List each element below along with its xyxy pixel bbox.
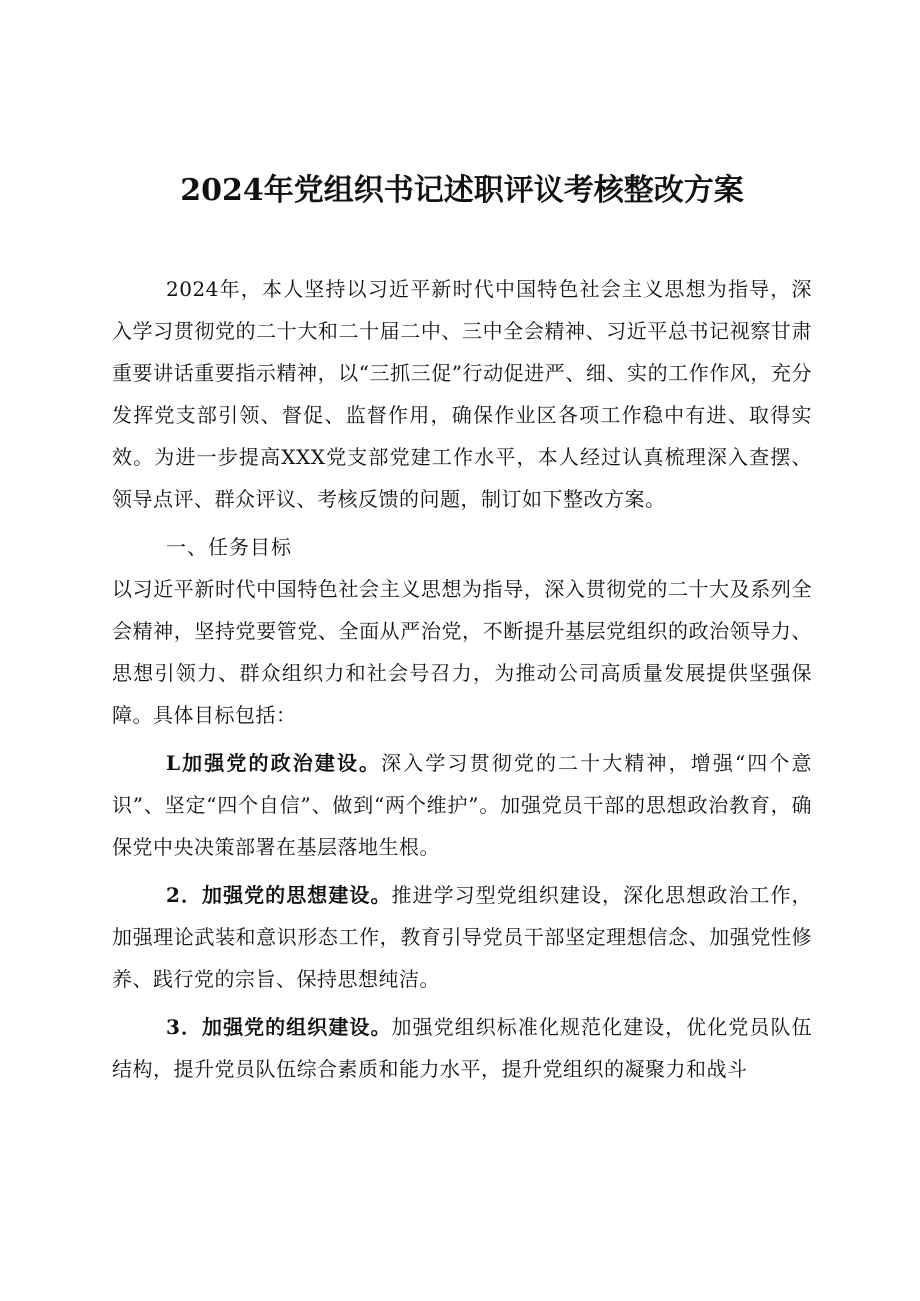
goal-item-3 [112,1006,812,1090]
document-title: 2024年党组织书记述职评议考核整改方案 [180,173,744,208]
goal-item-2-lead: 2．加强党的思想建设。 [166,883,392,907]
goal-item-1-text: 深入学习贯彻党的二十大精神，增强“四个意识”、坚定“四个自信”、做到“两个维护”。加强党员干部的思想政治教育，确保党中央决策部署在基层落地生根。 [112,751,812,859]
goal-item-3-text: 加强党组织标准化规范化建设，优化党员队伍结构，提升党员队伍综合素质和能力水平，提升党组织的凝聚力和战斗 [112,1015,812,1081]
intro-paragraph: 2024年，本人坚持以习近平新时代中国特色社会主义思想为指导，深入学习贯彻党的二十大和二十届二中、三中全会精神、习近平总书记视察甘肃重要讲话重要指示精神，以“三抓三促”行动促进严、细、实的工作作风，充分发挥党支部引领、督促、监督作用，确保作业区各项工作稳中有进、取得实效。为进一步提高XXX党支部党建工作水平，本人经过认真梳理深入查摆、领导点评、群众评议、考核反馈的问题，制订如下整改方案。 [112,277,812,511]
section-1-heading: 一、任务目标 [166,535,292,559]
goal-item-1-lead: L加强党的政治建设。 [166,751,382,775]
goal-item-3-lead: 3．加强党的组织建设。 [166,1015,392,1039]
goal-item-2 [112,874,812,1000]
goal-item-1 [112,742,812,868]
goal-item-2-text: 推进学习型党组织建设，深化思想政治工作，加强理论武装和意识形态工作，教育引导党员干部坚定理想信念、加强党性修养、践行党的宗旨、保持思想纯洁。 [112,883,812,991]
section-1-body: 以习近平新时代中国特色社会主义思想为指导，深入贯彻党的二十大及系列全会精神，坚持党要管党、全面从严治党，不断提升基层党组织的政治领导力、思想引领力、群众组织力和社会号召力，为推动公司高质量发展提供坚强保障。具体目标包括： [112,577,812,727]
